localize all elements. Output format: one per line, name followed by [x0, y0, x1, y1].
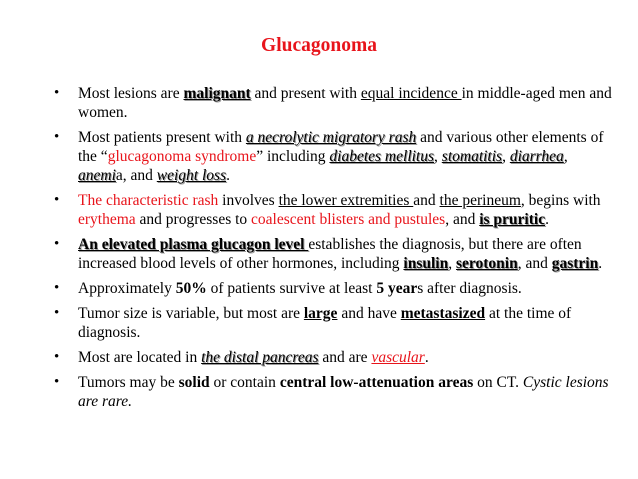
text-run: of patients survive at least: [206, 280, 377, 297]
bullet-item-survival: [54, 279, 614, 298]
bullet-dot: •: [54, 280, 60, 296]
bullet-dot: •: [54, 129, 60, 145]
text-run: Approximately: [78, 280, 176, 297]
text-run: ,: [448, 255, 456, 272]
text-run: Tumor size is variable, but most are: [78, 305, 304, 322]
term-weight-loss: weight loss: [156, 167, 227, 184]
term-equal-incidence: equal incidence: [360, 85, 462, 102]
term-necrolytic-rash: a necrolytic migratory rash: [245, 129, 417, 146]
text-run: and present with: [250, 85, 361, 102]
text-run: Most patients present with: [78, 129, 246, 146]
term-perineum: the perineum: [439, 192, 521, 209]
bullet-item-diagnosis: [54, 235, 614, 273]
term-pruritic: is pruritic: [479, 211, 546, 228]
term-insulin: insulin: [403, 255, 449, 272]
term-elevated-glucagon: An elevated plasma glucagon level: [78, 236, 309, 253]
text-run: Tumors may be: [78, 374, 179, 391]
text-run: and are: [318, 349, 372, 366]
bullet-item-ct: [54, 373, 614, 411]
text-run: , begins with: [520, 192, 601, 209]
term-fifty-percent: 50%: [175, 280, 207, 297]
bullet-item-location: [54, 348, 614, 367]
text-run: and various other elements of the “: [78, 129, 604, 165]
term-low-attenuation: central low-attenuation areas: [279, 374, 474, 391]
text-run: and progresses to: [135, 211, 252, 228]
term-large: large: [303, 305, 338, 322]
term-distal-pancreas: the distal pancreas: [201, 349, 319, 366]
bullet-item-malignancy: [54, 84, 614, 122]
text-run: establishes the diagnosis, but there are often increased blood levels of other hormones, including: [78, 236, 582, 272]
bullet-dot: •: [54, 349, 60, 365]
term-glucagonoma-syndrome: glucagonoma syndrome: [107, 148, 257, 165]
bullet-dot: •: [54, 192, 60, 208]
text-run: in middle-aged men and women.: [78, 85, 612, 121]
text-run: ” including: [256, 148, 330, 165]
text-run: a, and: [115, 167, 157, 184]
text-run: at the time of diagnosis.: [78, 305, 572, 341]
bullet-dot: •: [54, 85, 60, 101]
text-run: .: [424, 349, 429, 366]
text-run: .: [598, 255, 603, 272]
text-run: s after diagnosis.: [417, 280, 522, 297]
text-run: Most are located in: [78, 349, 202, 366]
text-run: ,: [434, 148, 442, 165]
term-cystic-rare: Cystic lesions are rare.: [78, 374, 609, 410]
text-run: ,: [563, 148, 568, 165]
bullet-dot: •: [54, 305, 60, 321]
text-run: , and: [517, 255, 552, 272]
term-diarrhea: diarrhea: [509, 148, 564, 165]
bullet-list: [54, 84, 614, 417]
term-five-years: 5 year: [376, 280, 418, 297]
bullet-item-size: [54, 304, 614, 342]
bullet-item-rash: [54, 191, 614, 229]
term-solid: solid: [178, 374, 210, 391]
text-run: .: [226, 167, 230, 184]
slide-title: Glucagonoma: [261, 35, 377, 56]
term-characteristic-rash: The characteristic rash: [78, 192, 219, 209]
term-serotonin: serotonin: [455, 255, 518, 272]
bullet-dot: •: [54, 374, 60, 390]
text-run: , and: [445, 211, 480, 228]
term-lower-extremities: the lower extremities: [278, 192, 414, 209]
text-run: and: [413, 192, 440, 209]
term-blisters-pustules: coalescent blisters and pustules: [251, 211, 446, 228]
term-malignant: malignant: [183, 85, 251, 102]
term-gastrin: gastrin: [551, 255, 599, 272]
text-run: involves: [218, 192, 279, 209]
term-metastasized: metastasized: [400, 305, 486, 322]
term-vascular: vascular: [371, 349, 425, 366]
text-run: .: [545, 211, 549, 228]
term-erythema: erythema: [78, 211, 136, 228]
bullet-item-presentation: [54, 128, 614, 185]
text-run: or contain: [209, 374, 280, 391]
term-diabetes-mellitus: diabetes mellitus: [329, 148, 435, 165]
term-anemia: anemi: [78, 167, 116, 184]
text-run: and have: [337, 305, 401, 322]
text-run: ,: [502, 148, 510, 165]
text-run: Most lesions are: [78, 85, 184, 102]
term-stomatitis: stomatitis: [441, 148, 503, 165]
text-run: on CT.: [473, 374, 523, 391]
bullet-dot: •: [54, 236, 60, 252]
